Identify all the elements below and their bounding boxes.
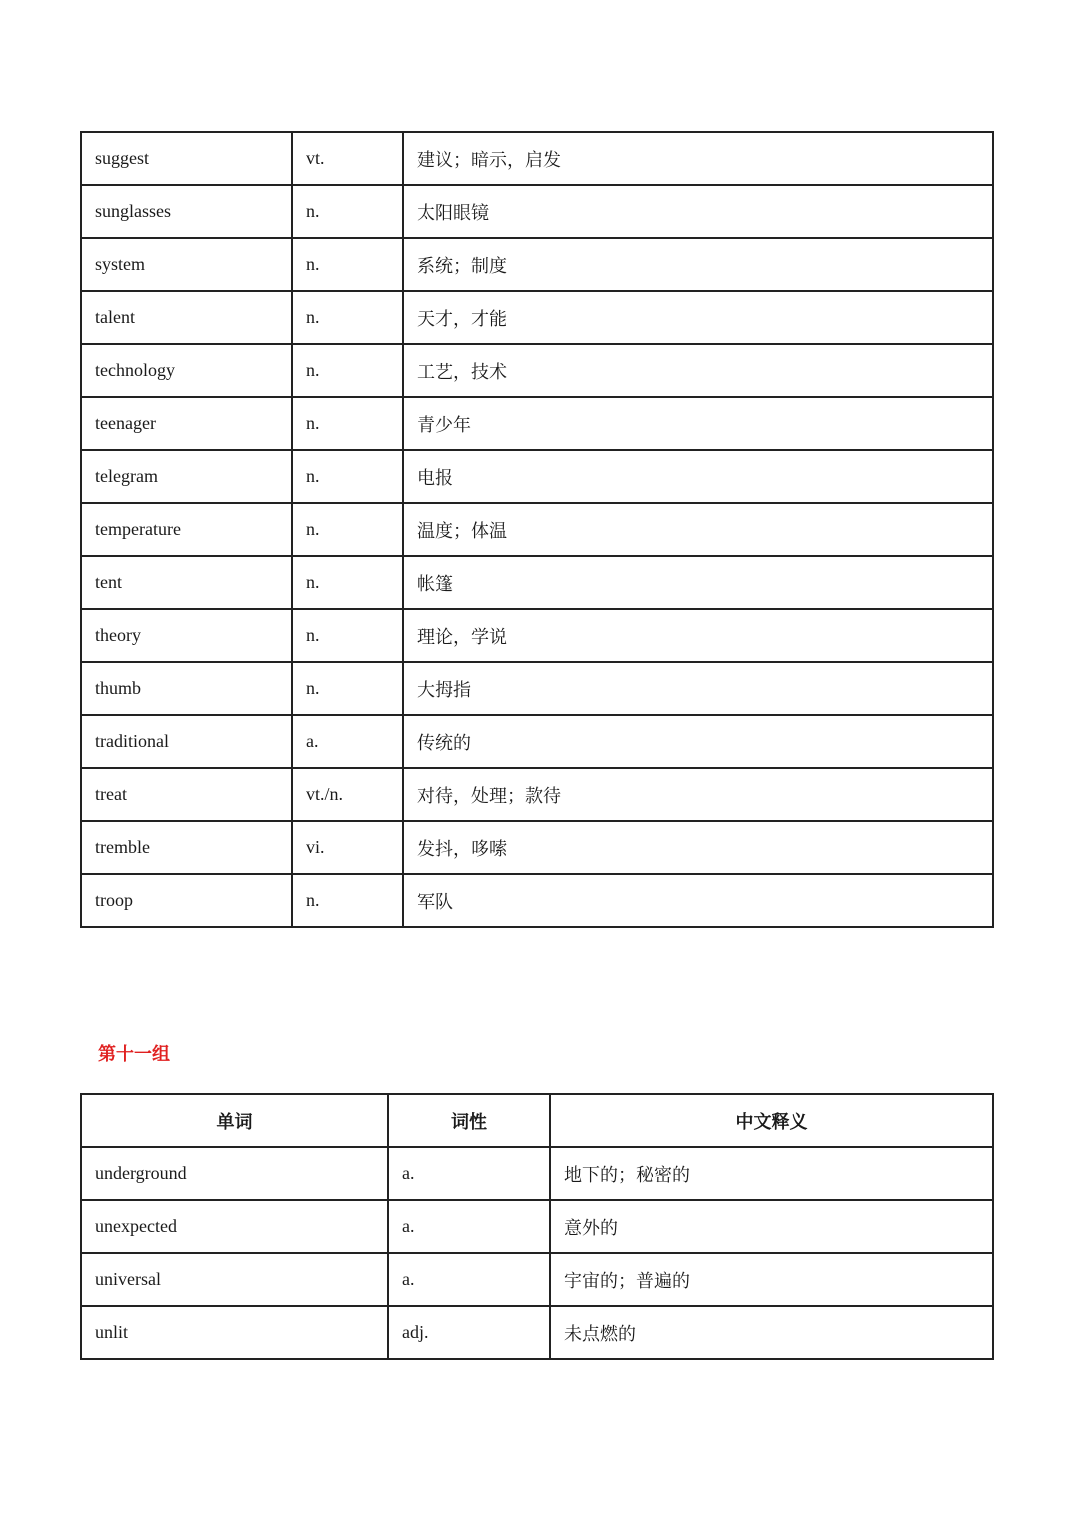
word-cell: universal <box>81 1253 388 1306</box>
vocab-table-body <box>81 1147 993 1359</box>
meaning-cell: 地下的；秘密的 <box>550 1147 993 1200</box>
table-row <box>81 397 993 450</box>
pos-cell: n. <box>292 609 403 662</box>
pos-cell: n. <box>292 503 403 556</box>
table-row <box>81 556 993 609</box>
meaning-cell: 大拇指 <box>403 662 993 715</box>
pos-cell: a. <box>388 1253 550 1306</box>
header-row <box>81 1094 993 1147</box>
word-cell: teenager <box>81 397 292 450</box>
pos-cell: vi. <box>292 821 403 874</box>
pos-cell: a. <box>388 1147 550 1200</box>
word-cell: unlit <box>81 1306 388 1359</box>
table-row <box>81 609 993 662</box>
group-heading: 第十一组 <box>98 1044 170 1065</box>
table-row <box>81 715 993 768</box>
meaning-cell: 工艺，技术 <box>403 344 993 397</box>
meaning-cell: 传统的 <box>403 715 993 768</box>
header-meaning: 中文释义 <box>550 1094 993 1147</box>
pos-cell: vt. <box>292 132 403 185</box>
table-row <box>81 132 993 185</box>
vocab-table-10 <box>80 131 994 928</box>
table-header <box>81 1094 993 1147</box>
meaning-cell: 建议；暗示，启发 <box>403 132 993 185</box>
vocab-table-body <box>81 132 993 927</box>
word-cell: theory <box>81 609 292 662</box>
table-row <box>81 821 993 874</box>
pos-cell: n. <box>292 291 403 344</box>
table-row <box>81 344 993 397</box>
word-cell: temperature <box>81 503 292 556</box>
word-cell: suggest <box>81 132 292 185</box>
word-cell: traditional <box>81 715 292 768</box>
table-row <box>81 503 993 556</box>
pos-cell: n. <box>292 344 403 397</box>
meaning-cell: 天才，才能 <box>403 291 993 344</box>
table-row <box>81 1306 993 1359</box>
pos-cell: n. <box>292 185 403 238</box>
word-cell: telegram <box>81 450 292 503</box>
meaning-cell: 对待，处理；款待 <box>403 768 993 821</box>
word-cell: thumb <box>81 662 292 715</box>
word-cell: treat <box>81 768 292 821</box>
meaning-cell: 青少年 <box>403 397 993 450</box>
meaning-cell: 帐篷 <box>403 556 993 609</box>
pos-cell: adj. <box>388 1306 550 1359</box>
meaning-cell: 意外的 <box>550 1200 993 1253</box>
table-row <box>81 450 993 503</box>
pos-cell: a. <box>388 1200 550 1253</box>
meaning-cell: 军队 <box>403 874 993 927</box>
table-row <box>81 291 993 344</box>
table-row <box>81 874 993 927</box>
word-cell: underground <box>81 1147 388 1200</box>
table-row <box>81 185 993 238</box>
meaning-cell: 电报 <box>403 450 993 503</box>
meaning-cell: 未点燃的 <box>550 1306 993 1359</box>
vocab-table-11 <box>80 1093 994 1360</box>
word-cell: system <box>81 238 292 291</box>
pos-cell: n. <box>292 874 403 927</box>
pos-cell: vt./n. <box>292 768 403 821</box>
meaning-cell: 宇宙的；普遍的 <box>550 1253 993 1306</box>
table-row <box>81 768 993 821</box>
pos-cell: n. <box>292 397 403 450</box>
table-row <box>81 1200 993 1253</box>
pos-cell: n. <box>292 450 403 503</box>
header-pos: 词性 <box>388 1094 550 1147</box>
pos-cell: n. <box>292 662 403 715</box>
table-row <box>81 1253 993 1306</box>
word-cell: talent <box>81 291 292 344</box>
word-cell: troop <box>81 874 292 927</box>
pos-cell: a. <box>292 715 403 768</box>
meaning-cell: 发抖，哆嗦 <box>403 821 993 874</box>
meaning-cell: 理论，学说 <box>403 609 993 662</box>
word-cell: tent <box>81 556 292 609</box>
pos-cell: n. <box>292 556 403 609</box>
table-row <box>81 1147 993 1200</box>
word-cell: unexpected <box>81 1200 388 1253</box>
pos-cell: n. <box>292 238 403 291</box>
table-row <box>81 238 993 291</box>
word-cell: sunglasses <box>81 185 292 238</box>
meaning-cell: 温度；体温 <box>403 503 993 556</box>
table-row <box>81 662 993 715</box>
word-cell: tremble <box>81 821 292 874</box>
word-cell: technology <box>81 344 292 397</box>
meaning-cell: 太阳眼镜 <box>403 185 993 238</box>
meaning-cell: 系统；制度 <box>403 238 993 291</box>
header-word: 单词 <box>81 1094 388 1147</box>
